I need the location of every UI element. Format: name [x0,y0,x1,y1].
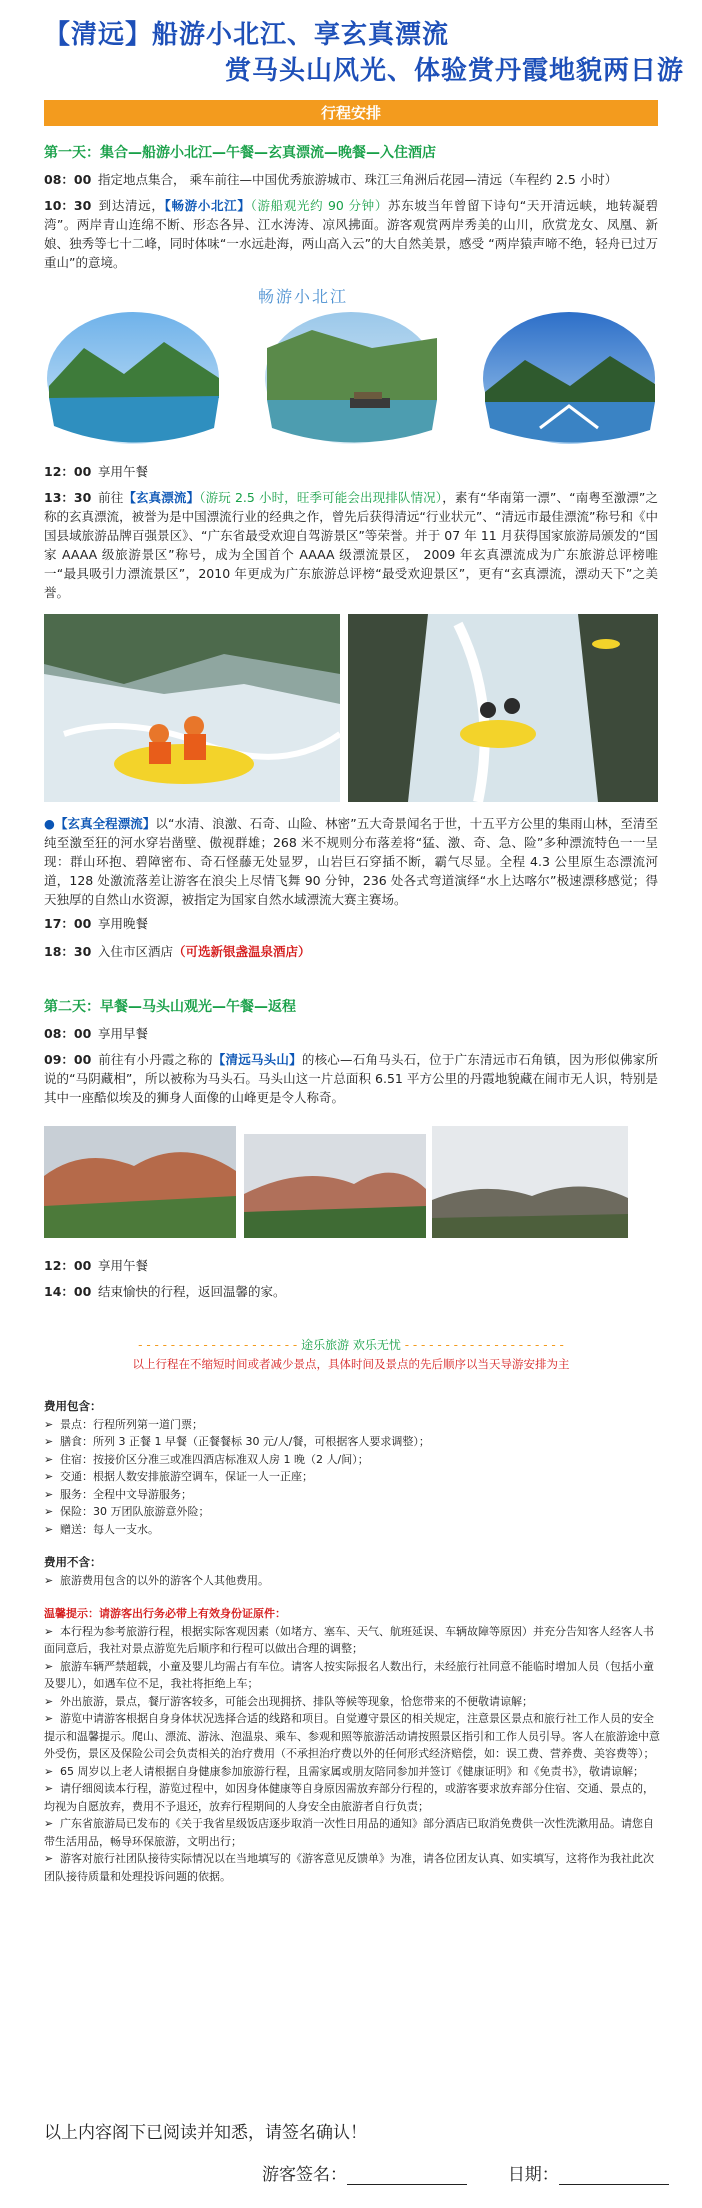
fees-exclude-label: 费用不含： [44,1555,102,1569]
include-item: ➢ 服务：全程中文导游服务； [44,1487,192,1501]
schedule-notice: 以上行程在不缩短时间或者减少景点，具体时间及景点的先后顺序以当天导游安排为主 [132,1357,570,1371]
mountain-photo-2 [244,1134,426,1238]
mountain-photo-3 [432,1126,628,1238]
rafting-photo-2 [348,614,658,802]
text: 入住市区酒店 [98,944,174,959]
include-item: ➢ 膳食：所列 3 正餐 1 早餐（正餐餐标 30 元/人/餐，可根据客人要求调整）； [44,1435,430,1448]
date-field[interactable] [559,2168,669,2185]
day1-xuanzhen-full [44,814,658,909]
slogan-divider: - - - - - - - - - - - - - - - - - - - - 途乐旅游 欢乐无忧 - - - - - - - - - - - - - - - - - - - - [138,1338,564,1352]
river-photo-2 [262,308,440,448]
time: 12：00 [44,464,92,479]
time: 10：30 [44,198,92,213]
time: 12：00 [44,1258,92,1273]
tip-item: ➢ 外出旅游，景点，餐厅游客较多，可能会出现拥挤、排队等候等现象，恰您带来的不便敬请谅解； [44,1694,533,1708]
day2-heading: 第二天：早餐—马头山观光—午餐—返程 [44,999,296,1015]
day1-heading: 第一天：集合—船游小北江—午餐—玄真漂流—晚餐—入住酒店 [44,145,436,161]
text: 结束愉快的行程，返回温馨的家。 [98,1284,286,1299]
time: 13：30 [44,490,92,505]
slogan: 途乐旅游 欢乐无忧 [301,1338,401,1352]
rafting-photo-1 [44,614,340,802]
title-line-2: 赏马头山风光、体验赏丹霞地貌两日游 [224,56,684,86]
day1-row-1030 [44,196,658,272]
time: 18：30 [44,944,92,959]
text: 的核心—石角马头石，位于广东清远市石角镇，因为形似佛家所说的“马阴藏相”，所以被称为马头石。马头山这一片总面积 6.51 平方公里的丹霞地貌藏在闹市无人识，特别是其中一座酷似埃及的狮身人面像的山峰更是令人称奇。 [44,1052,658,1105]
text: 到达清远， [98,198,165,213]
tip-item: ➢ 游览中请游客根据自身身体状况选择合适的线路和项目。自觉遵守景区的相关规定，注意景区景点和旅行社工作人员的安全提示和温馨提示。爬山、漂流、游泳、泡温泉、乘车、参观和照等旅游活动请按照景区指引和工作人员引导。客人在旅游途中意外受伤，景区及保险公司会负责相关的治疗费用（不承担治疗费以外的任何形式经济赔偿，如：误工费、营养费、美容费等）； [44,1712,660,1760]
text: 享用早餐 [98,1026,149,1041]
text: 以“水清、浪激、石奇、山险、林密”五大奇景闻名于世，十五平方公里的集雨山林，至清至纯至激至狂的河水穿岩凿壁、傲视群雄；268 米不规则分布落差将“猛、激、奇、急、险”多种漂流特色一一呈现：群山环抱、碧障密布、奇石怪藤无处显罗，山岩巨石穿插不断，霸气尽显。全程 4.3 公里原生态漂流河道，128 处激流落差让游客在浪尖上尽情飞舞 90 分钟，236 处各式弯道演绎“水上达喀尔”极速漂移感觉；得天独厚的自然山水资源，被指定为国家自然水域漂流大赛主赛场。 [44,816,658,907]
highlight-xuanzhen-full: ●【玄真全程漂流】 [44,816,156,831]
day1-row-0800 [44,170,658,189]
text: 指定地点集合， 乘车前往—中国优秀旅游城市、珠江三角洲后花园—清远（车程约 2.5 小时） [98,172,618,187]
text: 享用晚餐 [98,916,149,931]
day2-row-1400 [44,1282,658,1301]
text: 前往有小丹霞之称的 [98,1052,213,1067]
date-label: 日期： [507,2165,559,2185]
day1-row-1700 [44,914,658,933]
photo-caption: 畅游小北江 [258,287,349,306]
river-photo-3 [480,308,658,448]
include-item: ➢ 住宿：按接价区分准三或准四酒店标准双人房 1 晚（2 人/间）； [44,1452,369,1466]
tip-item: ➢ 65 周岁以上老人请根据自身健康参加旅游行程，且需家属或朋友陪同参加并签订《健康证明》和《免责书》，敬请谅解； [44,1764,644,1778]
include-item: ➢ 景点：行程所列第一道门票； [44,1417,203,1431]
highlight-xuanzhen: 【玄真漂流】 [123,490,200,505]
river-photo-1 [44,308,222,448]
text: 享用午餐 [98,464,149,479]
signature-line [262,2160,669,2185]
text: 享用午餐 [98,1258,149,1273]
include-item: ➢ 交通：根据人数安排旅游空调车，保证一人一正座； [44,1470,313,1483]
day2-row-0800 [44,1024,658,1043]
fees-include-label: 费用包含： [44,1399,102,1413]
include-item: ➢ 保险：30 万团队旅游意外险； [44,1505,210,1518]
confirm-text: 以上内容阁下已阅读并知悉，请签名确认！ [44,2123,367,2143]
hotel-option: （可选新银盏温泉酒店） [173,944,311,959]
day1-row-1830 [44,942,658,961]
text: 苏东坡当年曾留下诗句“天开清远峡，地转凝碧湾”。两岸青山连绵不断、形态各异、江水涛涛、凉风拂面。游客观赏两岸秀美的山川，欣赏龙女、凤凰、新娘、独秀等七十二峰，同时体味“一水远赴海，两山高入云”的大自然美景，感受 “两岸猿声啼不绝，轻舟已过万重山”的意境。 [44,198,658,270]
exclude-item: ➢ 旅游费用包含的以外的游客个人其他费用。 [44,1573,269,1587]
text: 前往 [98,490,124,505]
guest-signature-field[interactable] [347,2168,467,2185]
duration-note: （游玩 2.5 小时，旺季可能会出现排队情况） [199,490,443,505]
itinerary-bar: 行程安排 [44,100,658,126]
text: ，素有“华南第一漂”、“南粤至激漂”之称的玄真漂流，被誉为是中国漂流行业的经典之作，曾先后获得清远“行业状元”、“清远市最佳漂流”称号和《中国县域旅游品牌百强景区》、“广东省最受欢迎自驾游景区”等荣誉。并于 07 年 11 月获得国家旅游局颁发的“国家 AAAA 级旅游景区”称号，成为全国首个 AAAA 级漂流景区， 2009 年玄真漂流成为广东旅游总评榜唯一“最具吸引力漂流景区”，2010 年更成为广东旅游总评榜“最受欢迎景区”，更有“玄真漂流，漂动天下”之美誉。 [44,490,658,600]
day2-row-1200 [44,1256,658,1275]
tip-item: ➢ 游客对旅行社团队接待实际情况以在当地填写的《游客意见反馈单》为准，请各位团友认真、如实填写，这将作为我社此次团队接待质量和处理投诉问题的依据。 [44,1852,654,1883]
tip-item: ➢ 本行程为参考旅游行程，根据实际客观因素（如堵方、塞车、天气、航班延误、车辆故障等原因）并充分告知客人经客人书面同意后，我社对景点游览先后顺序和行程可以做出合理的调整； [44,1624,654,1655]
time: 08：00 [44,172,92,187]
mountain-photo-1 [44,1126,236,1238]
tip-item: ➢ 旅游车辆严禁超载，小童及婴儿均需占有车位。请客人按实际报名人数出行，未经旅行社同意不能临时增加人员（包括小童及婴儿），如遇车位不足，我社将拒绝上车； [44,1659,654,1690]
time: 14：00 [44,1284,92,1299]
highlight-xiaobeijiang: 【畅游小北江】 [164,198,251,213]
day2-row-0900 [44,1050,658,1107]
include-item: ➢ 赠送：每人一支水。 [44,1522,159,1536]
tips-label: 温馨提示：请游客出行务必带上有效身份证原件： [44,1607,286,1620]
title-line-1: 【清远】船游小北江、享玄真漂流 [44,20,450,50]
time: 09：00 [44,1052,92,1067]
day1-row-1330 [44,488,658,602]
highlight-matoushan: 【清远马头山】 [212,1052,302,1067]
guest-signature-label: 游客签名： [262,2165,347,2185]
time: 08：00 [44,1026,92,1041]
tip-item: ➢ 请仔细阅读本行程，游览过程中，如因身体健康等自身原因需放弃部分行程的，或游客要求放弃部分住宿、交通、景点的，均视为自愿放弃，费用不予退还，放弃行程期间的人身安全由旅游者自行负责； [44,1782,654,1813]
time: 17：00 [44,916,92,931]
fees-section [44,1398,664,1885]
day1-row-1200 [44,462,658,481]
tip-item: ➢ 广东省旅游局已发布的《关于我省星级饭店逐步取消一次性日用品的通知》部分酒店已取消免费供一次性洗漱用品。请您自带生活用品，畅导环保旅游，文明出行； [44,1817,654,1848]
duration-note: （游船观光约 90 分钟） [250,198,389,213]
